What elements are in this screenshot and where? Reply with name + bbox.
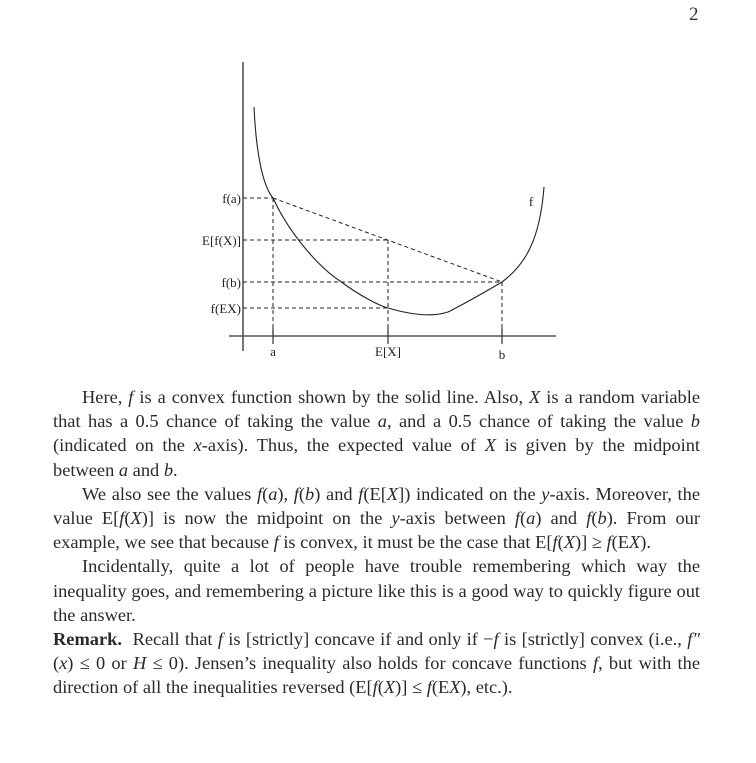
body-text xyxy=(53,385,700,700)
remark-paragraph: Remark. Recall that f is [strictly] concave if and only if −f is [strictly] convex (i.e., f″(x) ≤ 0 or H ≤ 0). Jensen’s inequality also holds for concave functions f, but with the direction of all the inequalities reversed (E[f(X)] ≤ f(EX), etc.). xyxy=(53,629,700,698)
jensen-figure xyxy=(0,0,756,380)
paragraph-2: We also see the values f(a), f(b) and f(E[X]) indicated on the y-axis. Moreover, the value E[f(X)] is now the midpoint on the y-axis between f(a) and f(b). From our example, we see that because f is convex, it must be the case that E[f(X)] ≥ f(EX). xyxy=(53,483,700,553)
paragraph-1: Here, f is a convex function shown by the solid line. Also, X is a random variable that has a 0.5 chance of taking the value a, and a 0.5 chance of taking the value b (indicated on the x-axis). Thus, the expected value of X is given by the midpoint between a and b. xyxy=(53,387,701,480)
convex-curve-f xyxy=(254,107,544,315)
paragraph-3: Incidentally, quite a lot of people have trouble remembering which way the inequality goes, and remembering a picture like this is a good way to quickly figure out the answer. xyxy=(53,556,700,625)
label-ex: E[X] xyxy=(375,344,401,359)
label-f-ex: f(EX) xyxy=(210,301,241,316)
label-f-a: f(a) xyxy=(222,191,241,206)
label-a: a xyxy=(270,344,276,359)
label-curve-f: f xyxy=(528,194,534,209)
label-f-b: f(b) xyxy=(221,275,241,290)
label-b: b xyxy=(498,347,506,362)
label-e-f-x: E[f(X)] xyxy=(202,233,241,248)
remark-label: Remark. xyxy=(53,629,122,650)
page-number: 2 xyxy=(689,4,699,25)
